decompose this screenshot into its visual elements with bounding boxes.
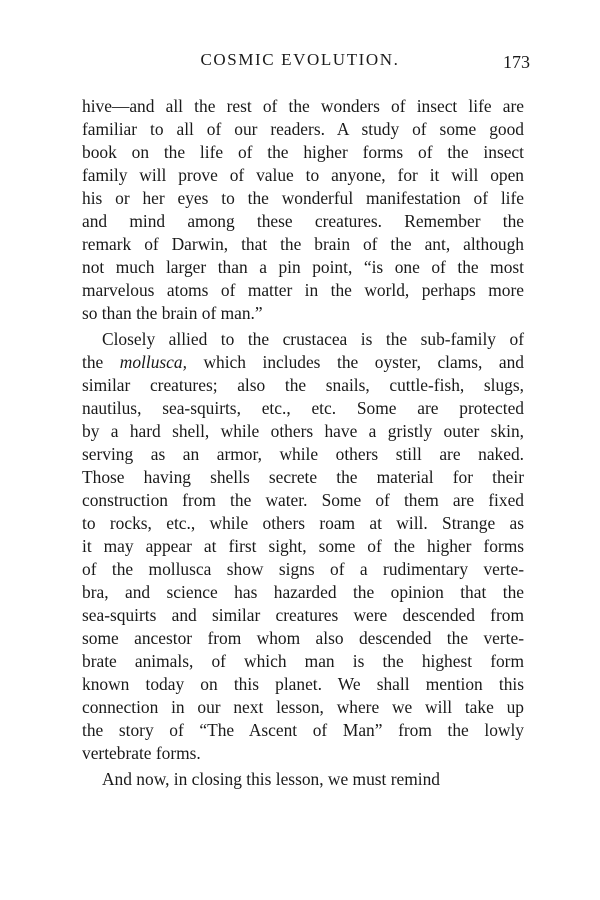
- text-line: And now, in closing this lesson, we must remind: [102, 769, 440, 789]
- text-line: his or her eyes to the wonderful manifestation of life: [82, 188, 524, 208]
- text-line: connection in our next lesson, where we will take up: [82, 697, 524, 717]
- text-line: Those having shells secrete the material for their: [82, 467, 524, 487]
- text-line: hive—and all the rest of the wonders of insect life are: [82, 96, 524, 116]
- emphasis: mollusca,: [119, 352, 187, 372]
- text-line: the mollusca, which includes the oyster, clams, and: [82, 352, 524, 372]
- running-title: COSMIC EVOLUTION.: [200, 50, 400, 69]
- text-line: similar creatures; also the snails, cuttle-fish, slugs,: [82, 375, 524, 395]
- text-line: book on the life of the higher forms of the insect: [82, 142, 524, 162]
- text-line: and mind among these creatures. Remember the: [82, 211, 524, 231]
- text-line: the story of “The Ascent of Man” from the lowly: [82, 720, 524, 740]
- text-line: nautilus, sea-squirts, etc., etc. Some are protected: [82, 398, 524, 418]
- paragraph: [82, 768, 524, 791]
- text-line: so than the brain of man.”: [82, 303, 263, 323]
- paragraph: [82, 328, 524, 765]
- paragraph: [82, 95, 524, 325]
- text-line: of the mollusca show signs of a rudimentary verte-: [82, 559, 524, 579]
- text-line: Closely allied to the crustacea is the sub-family of: [102, 329, 524, 349]
- text-line: some ancestor from whom also descended the verte-: [82, 628, 524, 648]
- page-number: 173: [503, 52, 530, 72]
- text-line: sea-squirts and similar creatures were descended from: [82, 605, 524, 625]
- text-line: familiar to all of our readers. A study of some good: [82, 119, 524, 139]
- text-line: known today on this planet. We shall mention this: [82, 674, 524, 694]
- text-line: marvelous atoms of matter in the world, perhaps more: [82, 280, 524, 300]
- text-line: to rocks, etc., while others roam at will. Strange as: [82, 513, 524, 533]
- text-line: it may appear at first sight, some of the higher forms: [82, 536, 524, 556]
- body-text: [82, 95, 524, 791]
- text-line: family will prove of value to anyone, for it will open: [82, 165, 524, 185]
- text-line: bra, and science has hazarded the opinion that the: [82, 582, 524, 602]
- text-line: by a hard shell, while others have a gristly outer skin,: [82, 421, 524, 441]
- text-line: not much larger than a pin point, “is one of the most: [82, 257, 524, 277]
- running-head: [0, 50, 600, 78]
- text-line: brate animals, of which man is the highest form: [82, 651, 524, 671]
- text-line: construction from the water. Some of them are fixed: [82, 490, 524, 510]
- text-line: remark of Darwin, that the brain of the ant, although: [82, 234, 524, 254]
- text-line: serving as an armor, while others still are naked.: [82, 444, 524, 464]
- text-line: vertebrate forms.: [82, 743, 201, 763]
